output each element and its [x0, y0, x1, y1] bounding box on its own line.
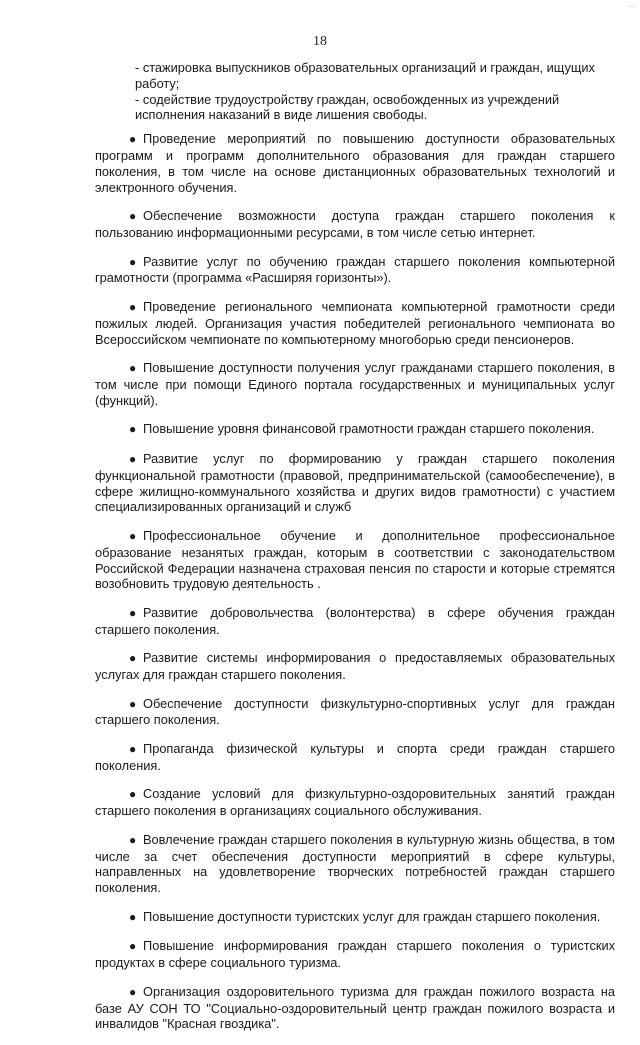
bullet-icon: ● — [129, 254, 137, 269]
bullet-icon: ● — [129, 787, 137, 802]
bullet-icon: ● — [129, 832, 137, 847]
bullet-icon: ● — [129, 451, 137, 466]
bullet-paragraph — [95, 254, 615, 287]
bullet-paragraph — [95, 451, 615, 515]
paragraph-text: Развитие услуг по обучению граждан старшего поколения компьютерной грамотности (программа «Расширяя горизонты»). — [95, 253, 615, 286]
bullet-paragraph — [95, 208, 615, 241]
bullet-paragraph — [95, 299, 615, 347]
paragraph-text: Вовлечение граждан старшего поколения в культурную жизнь общества, в том числе за счет обеспечения доступности мероприятий в сфере культуры, направленных на удовлетворение творческих потребностей граждан старшего поколения. — [95, 831, 615, 896]
bullet-icon: ● — [129, 696, 137, 711]
bullet-icon: ● — [129, 984, 137, 999]
paragraph-text: Организация оздоровительного туризма для граждан пожилого возраста на базе АУ СОН ТО "Социально-оздоровительный центр граждан пожилого возраста и инвалидов "Красная гвоздика". — [95, 983, 615, 1032]
bullet-paragraph — [95, 938, 615, 971]
bullet-icon: ● — [129, 132, 137, 147]
bullet-paragraph — [95, 605, 615, 638]
paragraph-text: Проведение мероприятий по повышению доступности образовательных программ и программ дополнительного образования для граждан старшего поколения, в том числе на основе дистанционных образовательных технологий и электронного обучения. — [95, 131, 615, 195]
bullet-paragraph — [95, 421, 615, 438]
bullet-paragraph — [95, 650, 615, 683]
bullet-icon: ● — [129, 422, 137, 437]
intro-list-item: - стажировка выпускников образовательных организаций и граждан, ищущих работу; — [135, 60, 595, 91]
paragraph-text: Повышение доступности туристских услуг для граждан старшего поколения. — [143, 908, 601, 924]
bullet-icon: ● — [129, 361, 137, 376]
corner-scan-mark: ... — [628, 2, 634, 9]
document-body — [95, 60, 615, 1045]
bullet-paragraph — [95, 832, 615, 896]
paragraph-text: Обеспечение возможности доступа граждан старшего поколения к пользованию информационными ресурсами, в том числе сетью интернет. — [95, 208, 615, 240]
bullet-paragraph — [95, 360, 615, 408]
bullet-paragraph — [95, 984, 615, 1032]
bullet-paragraph — [95, 131, 615, 195]
bullet-icon: ● — [129, 651, 137, 666]
bullet-paragraph — [95, 528, 615, 592]
intro-list-item: - содействие трудоустройству граждан, освобожденных из учреждений исполнения наказаний в виде лишения свободы. — [135, 91, 560, 123]
bullet-icon: ● — [129, 209, 137, 224]
bullet-icon: ● — [129, 528, 137, 543]
bullet-paragraph — [95, 786, 615, 819]
page-number: 18 — [313, 34, 327, 49]
bullet-icon: ● — [129, 742, 137, 757]
paragraph-text: Пропаганда физической культуры и спорта среди граждан старшего поколения. — [95, 741, 615, 773]
bullet-icon: ● — [129, 605, 137, 620]
bullet-icon: ● — [129, 939, 137, 954]
paragraph-text: Развитие добровольчества (волонтерства) в сфере обучения граждан старшего поколения. — [95, 604, 615, 637]
bullet-paragraph — [95, 696, 615, 729]
paragraph-text: Развитие системы информирования о предоставляемых образовательных услугах для граждан старшего поколения. — [95, 650, 615, 683]
bullet-icon: ● — [129, 909, 137, 924]
bullet-paragraph — [95, 909, 615, 926]
paragraph-text: Проведение регионального чемпионата компьютерной грамотности среди пожилых людей. Организация участия победителей регионального чемпионата во Всероссийском чемпионате по компьютерному многоборью среди пенсионеров. — [95, 298, 615, 347]
paragraph-text: Развитие услуг по формированию у граждан старшего поколения функциональной грамотности (правовой, предпринимательской (самообеспечение), в сфере жилищно-коммунального хозяйства и других видов грамотности) с участием специализированных организаций и служб — [95, 450, 615, 515]
paragraph-text: Создание условий для физкультурно-оздоровительных занятий граждан старшего поколения в организациях социального обслуживания. — [95, 786, 615, 819]
paragraph-text: Повышение информирования граждан старшего поколения о туристских продуктах в сфере социального туризма. — [95, 938, 615, 971]
paragraph-text: Повышение доступности получения услуг гражданами старшего поколения, в том числе при помощи Единого портала государственных и муниципальных услуг (функций). — [95, 360, 615, 408]
bullet-icon: ● — [129, 299, 137, 314]
paragraph-text: Профессиональное обучение и дополнительное профессиональное образование незанятых граждан, которым в соответствии с законодательством Российской Федерации назначена страховая пенсия по старости и которые стремятся возобновить трудовую деятельность . — [95, 527, 615, 592]
paragraph-text: Повышение уровня финансовой грамотности граждан старшего поколения. — [143, 421, 595, 437]
bullet-paragraph — [95, 741, 615, 774]
paragraph-text: Обеспечение доступности физкультурно-спортивных услуг для граждан старшего поколения. — [95, 695, 615, 728]
